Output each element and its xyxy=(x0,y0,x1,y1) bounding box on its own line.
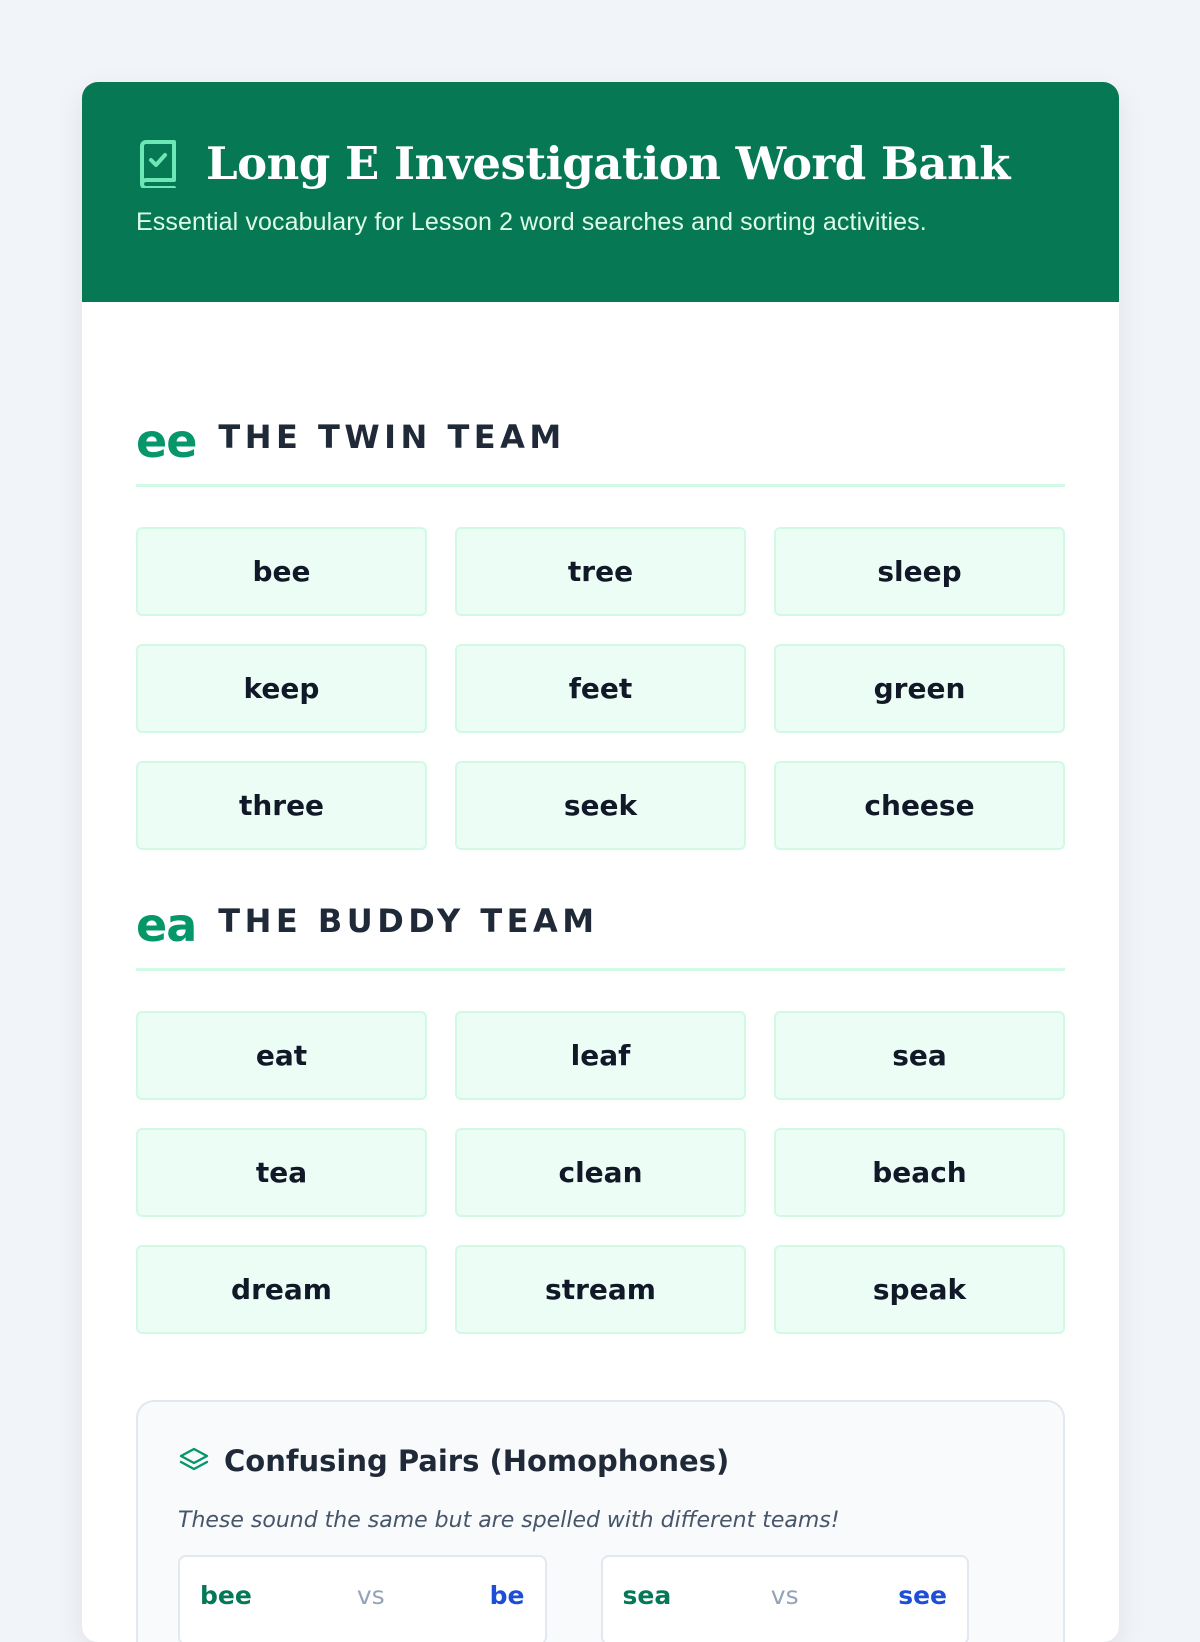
team-name: THE TWIN TEAM xyxy=(218,418,566,456)
pair-word-ea: sea xyxy=(622,1581,672,1610)
section-twin-team xyxy=(136,362,1065,850)
word-tile[interactable]: sea xyxy=(774,1011,1065,1100)
pair-word-alt: see xyxy=(898,1581,947,1610)
confusing-pairs-panel xyxy=(136,1400,1065,1642)
pair-vs: vs xyxy=(356,1581,385,1610)
word-tile[interactable]: sleep xyxy=(774,527,1065,616)
word-tile[interactable]: keep xyxy=(136,644,427,733)
pair-word-ee: bee xyxy=(200,1581,252,1610)
homophone-pair xyxy=(601,1555,970,1642)
word-tile[interactable]: dream xyxy=(136,1245,427,1334)
pairs-note: These sound the same but are spelled with different teams! xyxy=(178,1508,840,1533)
team-name: THE BUDDY TEAM xyxy=(218,902,599,940)
pairs-list xyxy=(178,1555,1023,1642)
pair-word-alt: be xyxy=(489,1581,525,1610)
word-tile[interactable]: three xyxy=(136,761,427,850)
word-tile[interactable]: seek xyxy=(455,761,746,850)
word-tile[interactable]: cheese xyxy=(774,761,1065,850)
word-tile[interactable]: speak xyxy=(774,1245,1065,1334)
page-subtitle: Essential vocabulary for Lesson 2 word searches and sorting activities. xyxy=(136,208,927,236)
word-grid xyxy=(136,1011,1065,1334)
word-tile[interactable]: clean xyxy=(455,1128,746,1217)
section-heading xyxy=(136,362,1065,487)
word-tile[interactable]: beach xyxy=(774,1128,1065,1217)
word-tile[interactable]: feet xyxy=(455,644,746,733)
book-check-icon xyxy=(136,138,184,190)
layers-icon xyxy=(178,1445,210,1477)
section-buddy-team xyxy=(136,846,1065,1334)
pairs-title: Confusing Pairs (Homophones) xyxy=(224,1444,730,1478)
word-tile[interactable]: eat xyxy=(136,1011,427,1100)
word-tile[interactable]: green xyxy=(774,644,1065,733)
header xyxy=(82,82,1119,302)
word-tile[interactable]: tree xyxy=(455,527,746,616)
word-tile[interactable]: stream xyxy=(455,1245,746,1334)
section-heading xyxy=(136,846,1065,971)
word-bank-card xyxy=(82,82,1119,1642)
team-code: ee xyxy=(136,414,197,468)
word-tile[interactable]: tea xyxy=(136,1128,427,1217)
team-code: ea xyxy=(136,898,197,952)
word-tile[interactable]: bee xyxy=(136,527,427,616)
title-row xyxy=(136,134,1065,194)
homophone-pair xyxy=(178,1555,547,1642)
content xyxy=(82,362,1119,1642)
word-tile[interactable]: leaf xyxy=(455,1011,746,1100)
pairs-heading xyxy=(178,1444,1023,1478)
pair-vs: vs xyxy=(770,1581,799,1610)
word-grid xyxy=(136,527,1065,850)
page-title: Long E Investigation Word Bank xyxy=(206,137,1010,190)
